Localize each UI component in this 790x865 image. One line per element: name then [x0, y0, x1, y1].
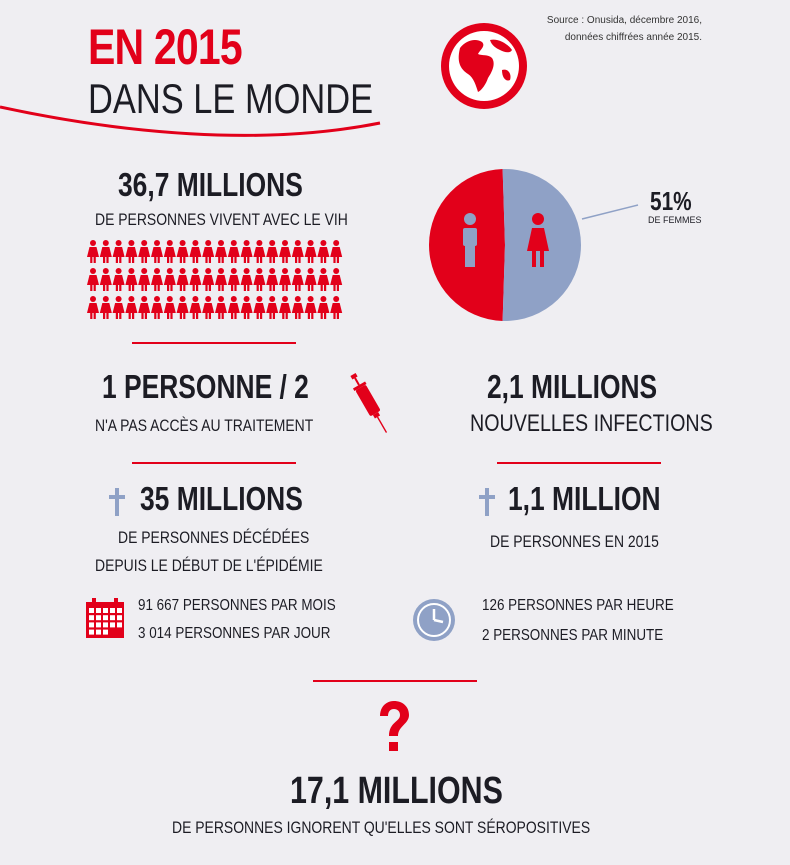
unaware-label: DE PERSONNES IGNORENT QU'ELLES SONT SÉROPOSITIVES: [172, 818, 591, 837]
person-icon: [177, 240, 189, 263]
person-icon: [138, 268, 150, 291]
person-icon: [138, 240, 150, 263]
deaths-total-label-1: DE PERSONNES DÉCÉDÉES: [118, 528, 310, 547]
person-icon: [330, 268, 342, 291]
person-icon: [279, 268, 291, 291]
person-icon: [189, 268, 201, 291]
person-icon: [113, 240, 125, 263]
person-icon: [292, 240, 304, 263]
person-icon: [253, 268, 265, 291]
divider: [132, 342, 296, 344]
source-line-2: données chiffrées année 2015.: [564, 32, 702, 43]
person-icon: [125, 240, 137, 263]
pie-callout-line: [580, 202, 640, 222]
person-icon: [266, 240, 278, 263]
question-mark-icon: [376, 700, 412, 758]
infections-label: NOUVELLES INFECTIONS: [470, 410, 713, 437]
person-icon: [87, 240, 99, 263]
calendar-cell: [103, 615, 108, 620]
deaths-total-label-2: DEPUIS LE DÉBUT DE L'ÉPIDÉMIE: [95, 556, 323, 575]
person-icon: [100, 240, 112, 263]
person-icon: [305, 240, 317, 263]
women-label: DE FEMMES: [648, 215, 702, 225]
calendar-cell: [103, 630, 108, 635]
person-icon: [202, 296, 214, 319]
person-icon: [100, 296, 112, 319]
person-icon: [177, 296, 189, 319]
person-icon: [113, 296, 125, 319]
person-icon: [125, 268, 137, 291]
calendar-cell: [96, 622, 101, 627]
divider: [313, 680, 477, 682]
person-icon: [279, 296, 291, 319]
person-icon: [87, 268, 99, 291]
unaware-figure: 17,1 MILLIONS: [290, 770, 503, 812]
person-icon: [87, 296, 99, 319]
calendar-icon: [86, 598, 124, 638]
title-underline-swoosh: [0, 95, 390, 155]
person-icon: [266, 296, 278, 319]
person-icon: [189, 240, 201, 263]
syringe-icon: [345, 368, 395, 440]
deaths-2015-figure: 1,1 MILLION: [508, 480, 661, 517]
per-minute: 2 PERSONNES PAR MINUTE: [482, 627, 664, 644]
page-subtitle: DANS LE MONDE: [88, 75, 374, 122]
person-icon: [228, 240, 240, 263]
person-icon: [164, 240, 176, 263]
person-icon: [202, 240, 214, 263]
person-icon: [228, 268, 240, 291]
divider: [497, 462, 661, 464]
calendar-cell: [117, 622, 122, 627]
calendar-cell: [96, 608, 101, 613]
per-day: 3 014 PERSONNES PAR JOUR: [138, 625, 331, 642]
person-icon: [241, 296, 253, 319]
divider: [132, 462, 296, 464]
person-icon: [253, 240, 265, 263]
person-icon: [317, 296, 329, 319]
person-icon: [241, 240, 253, 263]
women-pie-chart: [425, 165, 585, 325]
person-icon: [189, 296, 201, 319]
person-icon: [125, 296, 137, 319]
person-icon: [138, 296, 150, 319]
deaths-2015-label: DE PERSONNES EN 2015: [490, 532, 659, 551]
infections-figure: 2,1 MILLIONS: [487, 368, 658, 405]
living-label: DE PERSONNES VIVENT AVEC LE VIH: [95, 210, 348, 229]
person-icon: [317, 240, 329, 263]
calendar-cell: [96, 630, 101, 635]
person-icon: [228, 296, 240, 319]
person-icon: [266, 268, 278, 291]
people-grid: [86, 238, 346, 320]
calendar-cell: [96, 615, 101, 620]
person-icon: [151, 296, 163, 319]
person-icon: [164, 296, 176, 319]
person-icon: [279, 240, 291, 263]
person-icon: [253, 296, 265, 319]
person-icon: [202, 268, 214, 291]
person-icon: [177, 268, 189, 291]
person-icon: [317, 268, 329, 291]
person-icon: [100, 268, 112, 291]
person-icon: [215, 240, 227, 263]
person-icon: [305, 296, 317, 319]
clock-icon: [412, 598, 456, 642]
source-line-1: Source : Onusida, décembre 2016,: [546, 15, 702, 26]
globe-icon: [438, 20, 530, 112]
cross-icon: [108, 488, 126, 516]
man-icon: [463, 213, 477, 267]
deaths-total-figure: 35 MILLIONS: [140, 480, 303, 517]
page-title: EN 2015: [88, 19, 242, 75]
person-icon: [164, 268, 176, 291]
calendar-cell: [110, 622, 115, 627]
calendar-cell: [103, 608, 108, 613]
cross-icon: [478, 488, 496, 516]
per-hour: 126 PERSONNES PAR HEURE: [482, 597, 674, 614]
person-icon: [113, 268, 125, 291]
women-percent: 51%: [650, 186, 692, 216]
person-icon: [330, 296, 342, 319]
person-icon: [215, 268, 227, 291]
person-icon: [241, 268, 253, 291]
person-icon: [330, 240, 342, 263]
treatment-figure: 1 PERSONNE / 2: [102, 368, 309, 405]
calendar-cell: [89, 622, 94, 627]
calendar-cell: [103, 622, 108, 627]
person-icon: [215, 296, 227, 319]
calendar-cell: [117, 608, 122, 613]
calendar-cell: [117, 615, 122, 620]
calendar-cell: [110, 608, 115, 613]
calendar-cell: [89, 608, 94, 613]
person-icon: [151, 240, 163, 263]
per-month: 91 667 PERSONNES PAR MOIS: [138, 597, 336, 614]
person-icon: [292, 296, 304, 319]
living-figure: 36,7 MILLIONS: [118, 166, 303, 203]
person-icon: [151, 268, 163, 291]
calendar-cell: [89, 615, 94, 620]
person-icon: [292, 268, 304, 291]
treatment-label: N'A PAS ACCÈS AU TRAITEMENT: [95, 416, 314, 435]
calendar-cell: [110, 615, 115, 620]
calendar-cell: [89, 630, 94, 635]
person-icon: [305, 268, 317, 291]
